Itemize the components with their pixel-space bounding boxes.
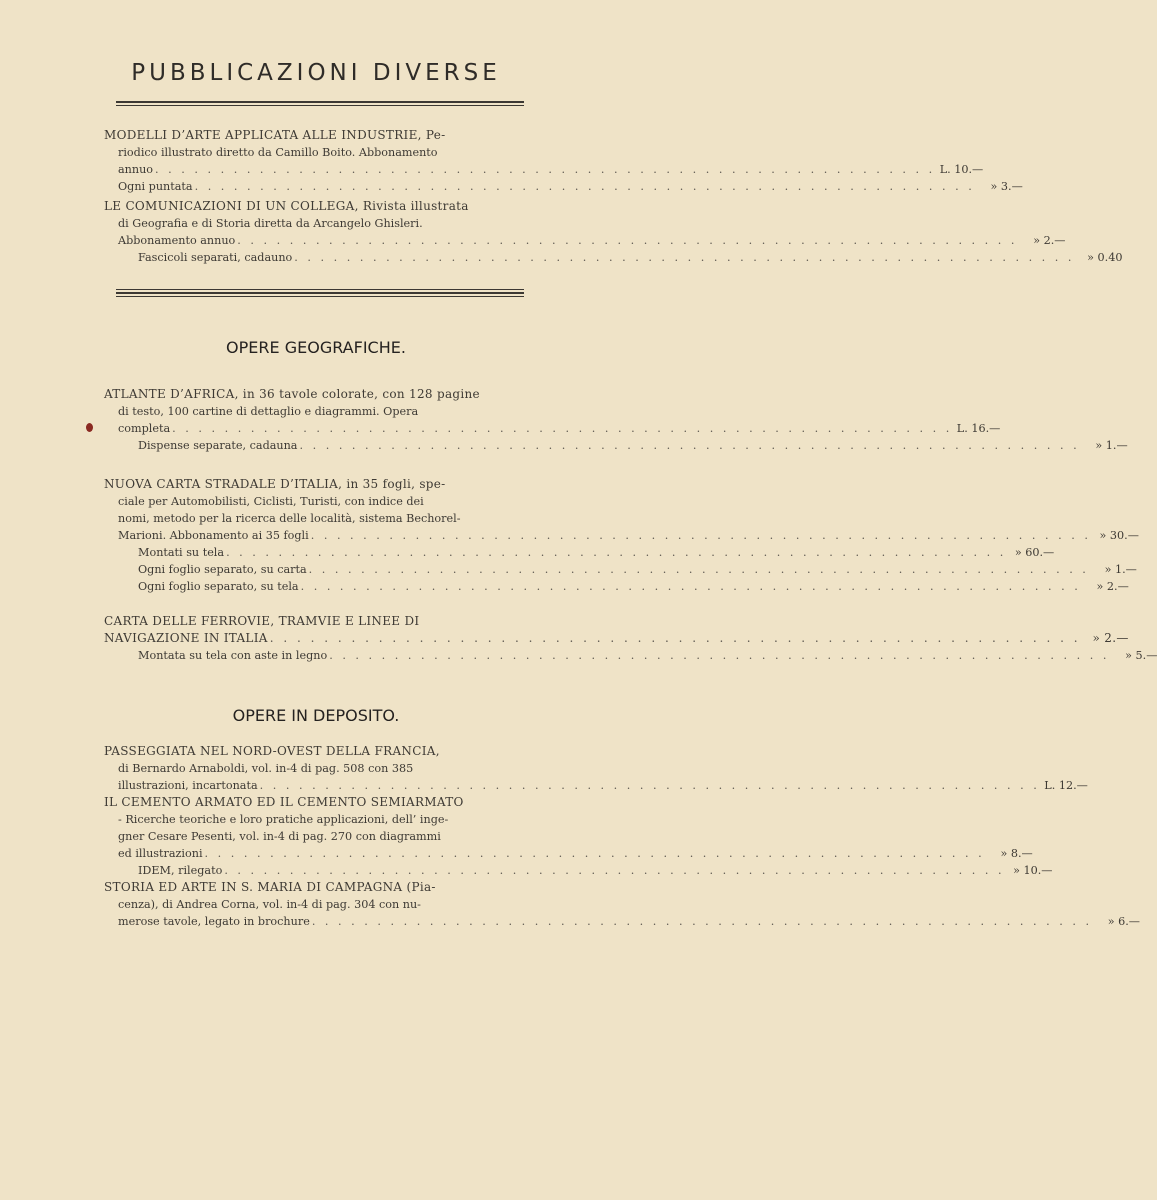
catalogue-entry [104, 613, 1157, 664]
item-price: » 0.40 [1087, 251, 1123, 264]
price-line [104, 578, 1129, 595]
item-price: » 1.— [1104, 563, 1137, 576]
dot-leader: . . . . . . . . . . . . . . . . . . . . . . . . . . . . . . . . . . . . . . . . . . . . . . . . . . . . . . . . . . . . [237, 234, 1018, 247]
price-line [104, 647, 1157, 664]
item-label: Marioni. Abbonamento ai 35 fogli [118, 529, 309, 542]
item-price: » 2.— [1096, 580, 1129, 593]
dot-leader: . . . . . . . . . . . . . . . . . . . . . . . . . . . . . . . . . . . . . . . . . . . . . . . . . . . . . . . . . . . . [311, 915, 1092, 928]
item-price: » 2.— [1033, 234, 1066, 247]
dot-leader: . . . . . . . . . . . . . . . . . . . . . . . . . . . . . . . . . . . . . . . . . . . . . . . . . . . . . . . . . . . . [308, 563, 1089, 576]
catalogue-entry [104, 794, 1053, 879]
item-label: Ogni puntata [118, 180, 193, 193]
item-label: Montati su tela [138, 546, 225, 559]
item-label: Ogni foglio separato, su tela [138, 580, 299, 593]
dot-leader: . . . . . . . . . . . . . . . . . . . . . . . . . . . . . . . . . . . . . . . . . . . . . . . . . . . . . . . . . . . . [226, 546, 1007, 559]
entry-text-line: di Geografia e di Storia diretta da Arcangelo Ghisleri. [118, 217, 423, 230]
heading-opere-in-deposito: OPERE IN DEPOSITO. [232, 706, 400, 725]
entry-title-line: CARTA DELLE FERROVIE, TRAMVIE E LINEE DI [104, 614, 420, 628]
entry-text-line: - Ricerche teoriche e loro pratiche applicazioni, dell’ inge- [118, 813, 449, 826]
item-label: Dispense separate, cadauna [138, 439, 298, 452]
dot-leader: . . . . . . . . . . . . . . . . . . . . . . . . . . . . . . . . . . . . . . . . . . . . . . . . . . . . . . . . . . . . [204, 847, 985, 860]
dot-leader: . . . . . . . . . . . . . . . . . . . . . . . . . . . . . . . . . . . . . . . . . . . . . . . . . . . . . . . . . . . . [259, 779, 1040, 792]
item-price: » 60.— [1014, 546, 1055, 559]
item-price: » 1.— [1095, 439, 1128, 452]
dot-leader: . . . . . . . . . . . . . . . . . . . . . . . . . . . . . . . . . . . . . . . . . . . . . . . . . . . . . . . . . . . . [310, 529, 1091, 542]
item-price: » 2.— [1092, 631, 1129, 645]
item-label: illustrazioni, incartonata [118, 779, 258, 792]
entry-text-line: cenza), di Andrea Corna, vol. in-4 di pag. 304 con nu- [118, 898, 421, 911]
section-divider [116, 289, 524, 290]
catalogue-entry [104, 198, 1123, 266]
item-price: L. 10.— [939, 163, 984, 176]
dot-leader: . . . . . . . . . . . . . . . . . . . . . . . . . . . . . . . . . . . . . . . . . . . . . . . . . . . . . . . . . . . . [294, 251, 1075, 264]
price-line [104, 420, 1001, 437]
catalogue-entry [104, 743, 1088, 794]
ink-mark [86, 423, 93, 432]
item-price: » 3.— [990, 180, 1023, 193]
section-periodicals [104, 127, 1123, 266]
catalogue-entry [104, 127, 1023, 195]
entry-text-line: di Bernardo Arnaboldi, vol. in-4 di pag. 508 con 385 [118, 762, 414, 775]
dot-leader: . . . . . . . . . . . . . . . . . . . . . . . . . . . . . . . . . . . . . . . . . . . . . . . . . . . . . . . . . . . . [300, 580, 1081, 593]
entry-title-line: STORIA ED ARTE IN S. MARIA DI CAMPAGNA (Pia- [104, 880, 436, 894]
price-line [104, 777, 1088, 794]
item-price: » 5.— [1125, 649, 1157, 662]
price-line [104, 544, 1055, 561]
item-label: Abbonamento annuo [118, 234, 236, 247]
entry-text-line: nomi, metodo per la ricerca delle località, sistema Bechorel- [118, 512, 461, 525]
entry-text-line: ciale per Automobilisti, Ciclisti, Turisti, con indice dei [118, 495, 424, 508]
catalogue-entry [104, 879, 1140, 930]
item-price: » 10.— [1013, 864, 1053, 877]
dot-leader: . . . . . . . . . . . . . . . . . . . . . . . . . . . . . . . . . . . . . . . . . . . . . . . . . . . . . . . . . . . . [329, 649, 1110, 662]
entry-text-line: di testo, 100 cartine di dettaglio e diagrammi. Opera [118, 405, 419, 418]
item-label: annuo [118, 163, 154, 176]
section-divider-thick [116, 292, 524, 294]
catalogue-entry [104, 386, 1128, 454]
dot-leader: . . . . . . . . . . . . . . . . . . . . . . . . . . . . . . . . . . . . . . . . . . . . . . . . . . . . . . . . . . . . [172, 422, 953, 435]
price-line [104, 845, 1033, 862]
item-label: Fascicoli separati, cadauno [138, 251, 293, 264]
entry-title-line: MODELLI D’ARTE APPLICATA ALLE INDUSTRIE, Pe- [104, 128, 446, 142]
item-label: merose tavole, legato in brochure [118, 915, 310, 928]
price-line [104, 527, 1139, 544]
price-line [104, 561, 1137, 578]
title-rule [116, 101, 524, 103]
title-rule-thin [116, 105, 524, 106]
section-geographic-works [104, 386, 1157, 664]
price-line [104, 913, 1140, 930]
heading-opere-geografiche: OPERE GEOGRAFICHE. [226, 338, 406, 357]
item-label: NAVIGAZIONE IN ITALIA [104, 631, 268, 645]
item-label: Montata su tela con aste in legno [138, 649, 328, 662]
entry-title-line: IL CEMENTO ARMATO ED IL CEMENTO SEMIARMATO [104, 795, 464, 809]
entry-title-line: LE COMUNICAZIONI DI UN COLLEGA, Rivista illustrata [104, 199, 469, 213]
item-label: IDEM, rilegato [138, 864, 223, 877]
catalogue-entry [104, 476, 1139, 595]
entry-title-line: NUOVA CARTA STRADALE D’ITALIA, in 35 fogli, spe- [104, 477, 446, 491]
dot-leader: . . . . . . . . . . . . . . . . . . . . . . . . . . . . . . . . . . . . . . . . . . . . . . . . . . . . . . . . . . . . [194, 180, 975, 193]
page-title: PUBBLICAZIONI DIVERSE [131, 60, 501, 86]
entry-title-line: ATLANTE D’AFRICA, in 36 tavole colorate, con 128 pagine [104, 387, 480, 401]
price-line [104, 249, 1123, 266]
section-divider-thin [116, 296, 524, 297]
entry-title-line: PASSEGGIATA NEL NORD-OVEST DELLA FRANCIA, [104, 744, 440, 758]
section-works-on-deposit [104, 743, 1140, 930]
dot-leader: . . . . . . . . . . . . . . . . . . . . . . . . . . . . . . . . . . . . . . . . . . . . . . . . . . . . . . . . . . . . [224, 864, 1005, 877]
entry-text-line: riodico illustrato diretto da Camillo Boito. Abbonamento [118, 146, 438, 159]
item-price: » 6.— [1107, 915, 1140, 928]
price-line [104, 178, 1023, 195]
item-label: completa [118, 422, 171, 435]
price-line [104, 232, 1066, 249]
item-label: ed illustrazioni [118, 847, 203, 860]
item-price: L. 16.— [956, 422, 1001, 435]
item-price: L. 12.— [1044, 779, 1088, 792]
item-price: » 30.— [1099, 529, 1139, 542]
price-line [104, 437, 1128, 454]
item-price: » 8.— [1000, 847, 1033, 860]
price-line [104, 161, 984, 178]
entry-text-line: gner Cesare Pesenti, vol. in-4 di pag. 270 con diagrammi [118, 830, 441, 843]
price-line [104, 630, 1129, 647]
item-label: Ogni foglio separato, su carta [138, 563, 307, 576]
dot-leader: . . . . . . . . . . . . . . . . . . . . . . . . . . . . . . . . . . . . . . . . . . . . . . . . . . . . . . . . . . . . [269, 631, 1081, 645]
dot-leader: . . . . . . . . . . . . . . . . . . . . . . . . . . . . . . . . . . . . . . . . . . . . . . . . . . . . . . . . . . . . [299, 439, 1080, 452]
dot-leader: . . . . . . . . . . . . . . . . . . . . . . . . . . . . . . . . . . . . . . . . . . . . . . . . . . . . . . . . . . . . [155, 163, 936, 176]
price-line [104, 862, 1053, 879]
